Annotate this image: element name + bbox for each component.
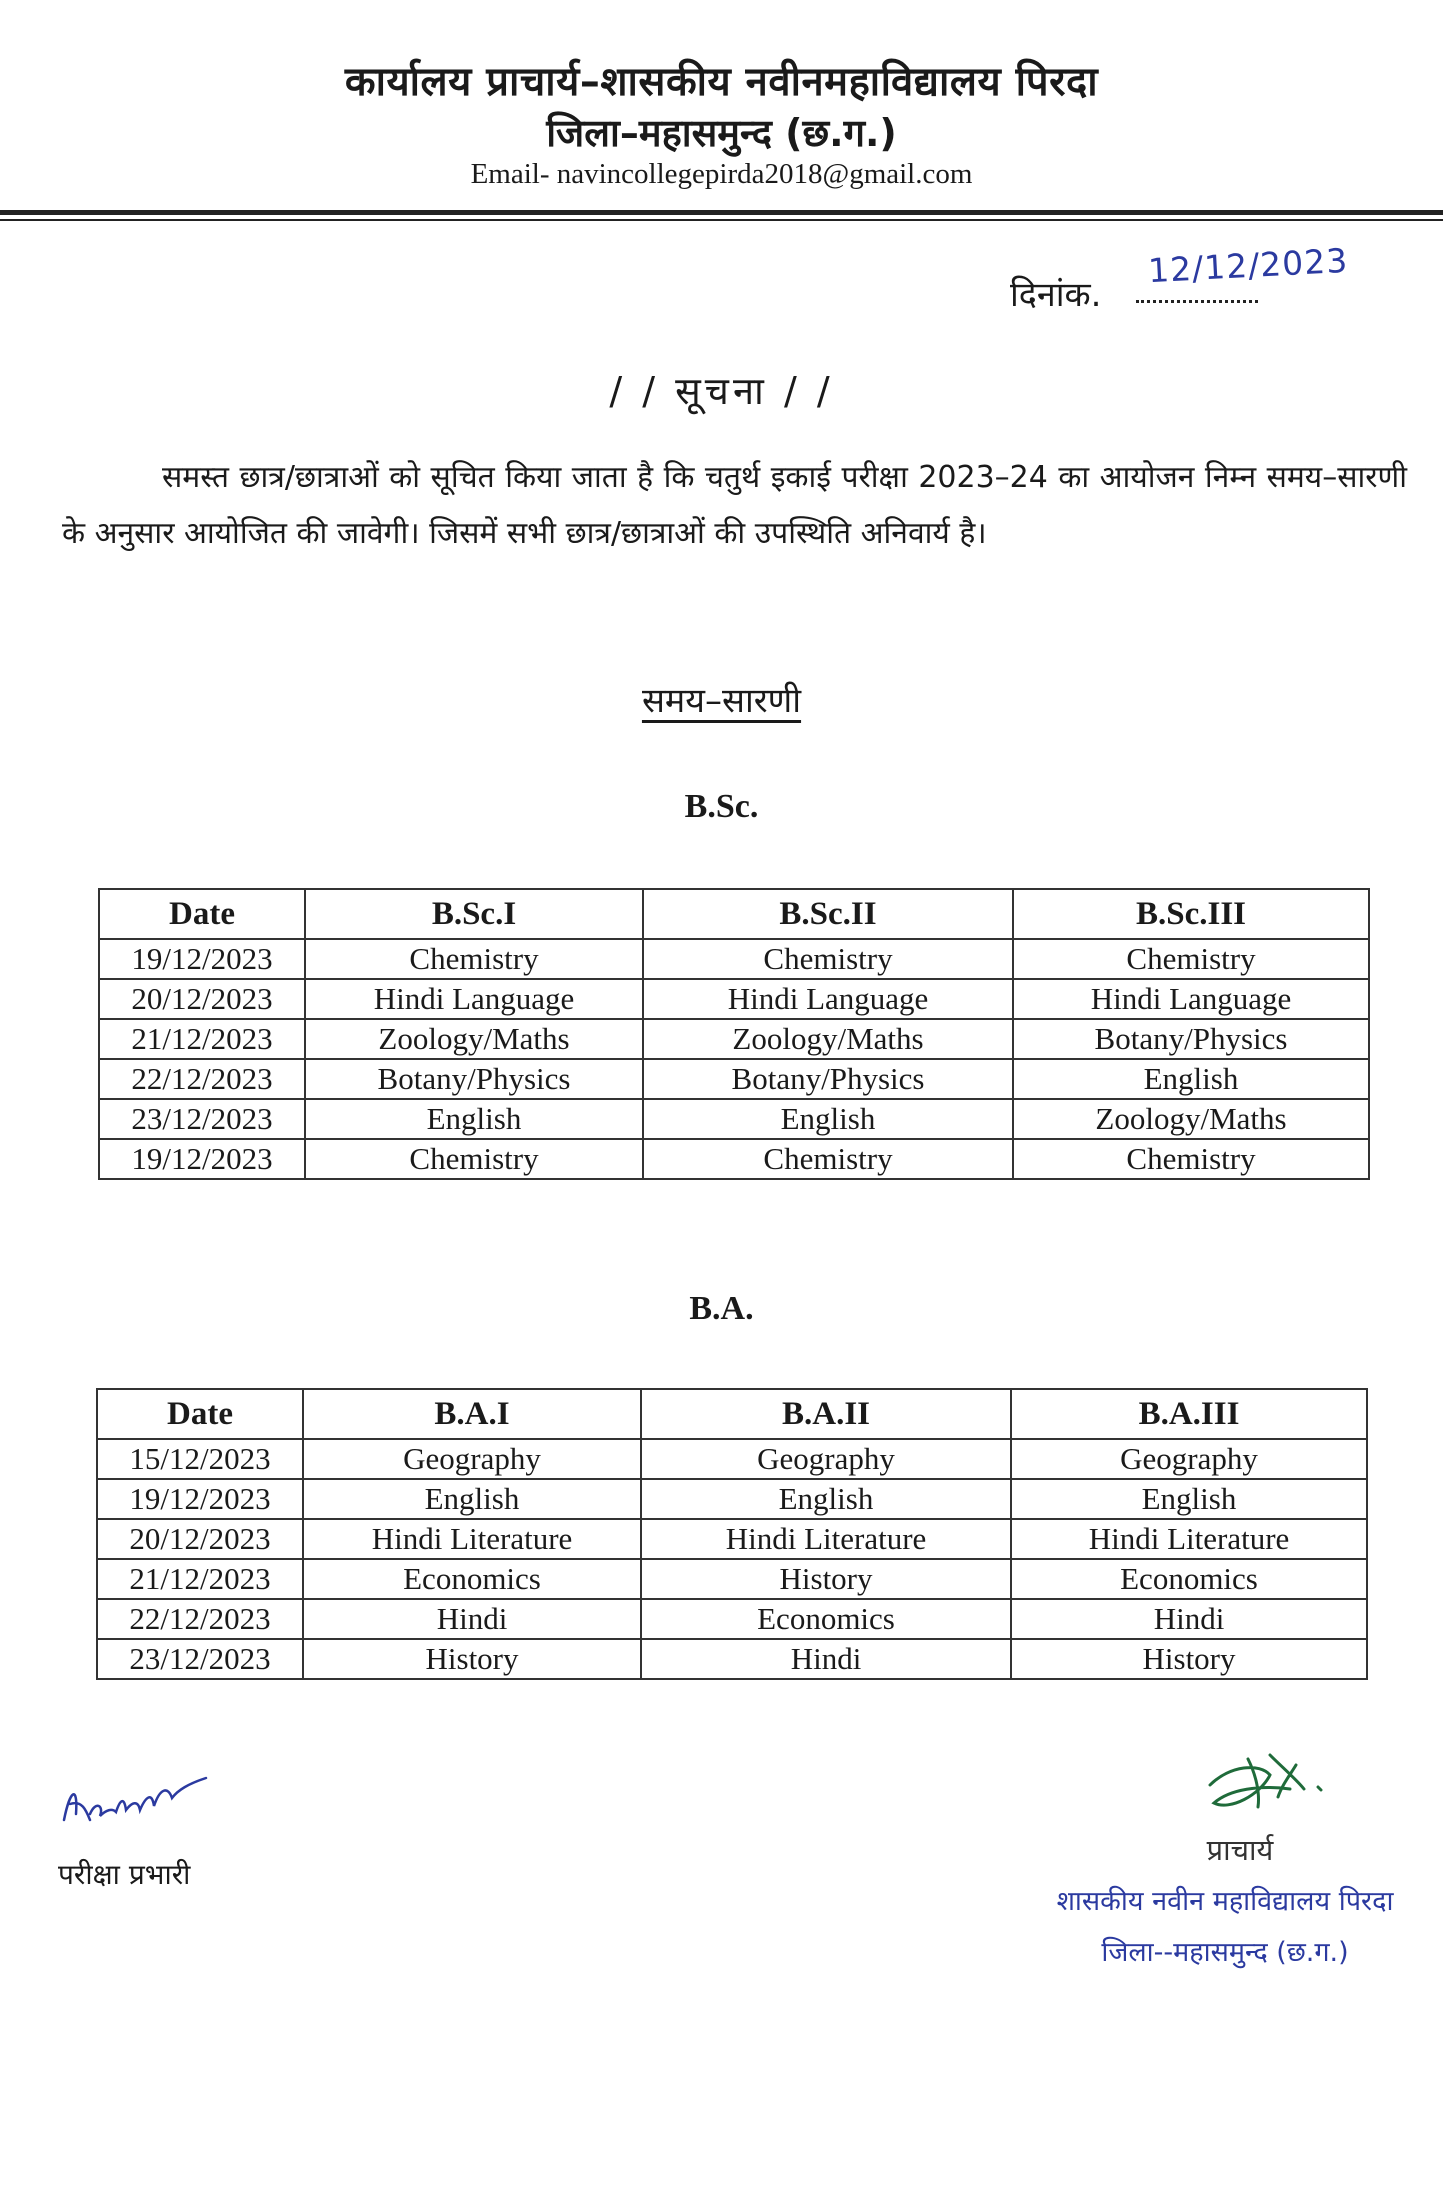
- table-row: [97, 1439, 1367, 1479]
- subject-cell: Economics: [641, 1599, 1011, 1639]
- subject-cell: Geography: [1011, 1439, 1367, 1479]
- date-label: दिनांक.: [1010, 275, 1102, 315]
- subject-cell: English: [1013, 1059, 1369, 1099]
- date-cell: 20/12/2023: [97, 1519, 303, 1559]
- date-cell: 15/12/2023: [97, 1439, 303, 1479]
- timetable-title: समय–सारणी: [641, 681, 802, 721]
- date-cell: 22/12/2023: [99, 1059, 305, 1099]
- bsc-header-date: Date: [99, 889, 305, 939]
- notice-body: समस्त छात्र/छात्राओं को सूचित किया जाता है कि चतुर्थ इकाई परीक्षा 2023–24 का आयोजन निम्न समय–सारणी के अनुसार आयोजित की जावेगी। जिसमें सभी छात्र/छात्राओं की उपस्थिति अनिवार्य है।: [62, 460, 1407, 551]
- table-row: [99, 1019, 1369, 1059]
- subject-cell: History: [641, 1559, 1011, 1599]
- table-row: [97, 1559, 1367, 1599]
- date-cell: 19/12/2023: [99, 1139, 305, 1179]
- table-row: [97, 1479, 1367, 1519]
- subject-cell: Economics: [1011, 1559, 1367, 1599]
- subject-cell: History: [1011, 1639, 1367, 1679]
- subject-cell: Hindi: [1011, 1599, 1367, 1639]
- bsc-timetable: [98, 888, 1370, 1180]
- ba-header-year3: B.A.III: [1011, 1389, 1367, 1439]
- subject-cell: Hindi Language: [305, 979, 643, 1019]
- principal-title: प्राचार्य: [1206, 1833, 1274, 1867]
- subject-cell: Chemistry: [305, 939, 643, 979]
- subject-cell: English: [303, 1479, 641, 1519]
- subject-cell: Chemistry: [643, 1139, 1013, 1179]
- subject-cell: Botany/Physics: [305, 1059, 643, 1099]
- date-cell: 19/12/2023: [97, 1479, 303, 1519]
- exam-incharge-signature: [60, 1770, 210, 1830]
- header-rule-thick: [0, 210, 1443, 215]
- exam-incharge-label: परीक्षा प्रभारी: [58, 1858, 191, 1891]
- subject-cell: Hindi Literature: [641, 1519, 1011, 1559]
- date-cell: 19/12/2023: [99, 939, 305, 979]
- subject-cell: Hindi: [303, 1599, 641, 1639]
- subject-cell: Geography: [303, 1439, 641, 1479]
- district-heading: जिला–महासमुन्द (छ.ग.): [546, 111, 897, 155]
- notice-title: / / सूचना / /: [609, 369, 834, 413]
- subject-cell: Chemistry: [305, 1139, 643, 1179]
- table-row: [99, 1099, 1369, 1139]
- ba-header-year1: B.A.I: [303, 1389, 641, 1439]
- subject-cell: History: [303, 1639, 641, 1679]
- subject-cell: English: [305, 1099, 643, 1139]
- table-row: [99, 979, 1369, 1019]
- bsc-header-year1: B.Sc.I: [305, 889, 643, 939]
- subject-cell: Zoology/Maths: [305, 1019, 643, 1059]
- subject-cell: Chemistry: [1013, 939, 1369, 979]
- subject-cell: Hindi: [641, 1639, 1011, 1679]
- subject-cell: Botany/Physics: [1013, 1019, 1369, 1059]
- date-value-handwritten: 12/12/2023: [1147, 240, 1350, 291]
- bsc-header-year3: B.Sc.III: [1013, 889, 1369, 939]
- subject-cell: English: [643, 1099, 1013, 1139]
- table-row: [99, 1059, 1369, 1099]
- ba-header-year2: B.A.II: [641, 1389, 1011, 1439]
- subject-cell: Hindi Literature: [303, 1519, 641, 1559]
- stamp-college-line: शासकीय नवीन महाविद्यालय पिरदा: [1056, 1886, 1394, 1917]
- ba-timetable: [96, 1388, 1368, 1680]
- subject-cell: Botany/Physics: [643, 1059, 1013, 1099]
- table-row: [99, 1139, 1369, 1179]
- subject-cell: Hindi Literature: [1011, 1519, 1367, 1559]
- date-cell: 23/12/2023: [97, 1639, 303, 1679]
- principal-stamp: [1010, 1830, 1440, 1969]
- bsc-header-year2: B.Sc.II: [643, 889, 1013, 939]
- subject-cell: Economics: [303, 1559, 641, 1599]
- table-row: [97, 1519, 1367, 1559]
- stamp-district-line: जिला--महासमुन्द (छ.ग.): [1101, 1937, 1349, 1968]
- subject-cell: Geography: [641, 1439, 1011, 1479]
- bsc-header-row: [99, 889, 1369, 939]
- subject-cell: Chemistry: [643, 939, 1013, 979]
- date-cell: 22/12/2023: [97, 1599, 303, 1639]
- subject-cell: English: [1011, 1479, 1367, 1519]
- subject-cell: English: [641, 1479, 1011, 1519]
- subject-cell: Zoology/Maths: [643, 1019, 1013, 1059]
- table-row: [99, 939, 1369, 979]
- date-cell: 21/12/2023: [99, 1019, 305, 1059]
- date-cell: 23/12/2023: [99, 1099, 305, 1139]
- subject-cell: Chemistry: [1013, 1139, 1369, 1179]
- ba-section-title: B.A.: [689, 1290, 754, 1327]
- table-row: [97, 1639, 1367, 1679]
- subject-cell: Zoology/Maths: [1013, 1099, 1369, 1139]
- date-cell: 20/12/2023: [99, 979, 305, 1019]
- ba-header-row: [97, 1389, 1367, 1439]
- header-rule-thin: [0, 219, 1443, 221]
- principal-signature: [1200, 1745, 1340, 1825]
- table-row: [97, 1599, 1367, 1639]
- office-heading: कार्यालय प्राचार्य–शासकीय नवीनमहाविद्यालय पिरदा: [344, 59, 1099, 105]
- bsc-section-title: B.Sc.: [684, 788, 759, 825]
- email-line: Email- navincollegepirda2018@gmail.com: [470, 158, 973, 190]
- ba-header-date: Date: [97, 1389, 303, 1439]
- date-cell: 21/12/2023: [97, 1559, 303, 1599]
- subject-cell: Hindi Language: [643, 979, 1013, 1019]
- subject-cell: Hindi Language: [1013, 979, 1369, 1019]
